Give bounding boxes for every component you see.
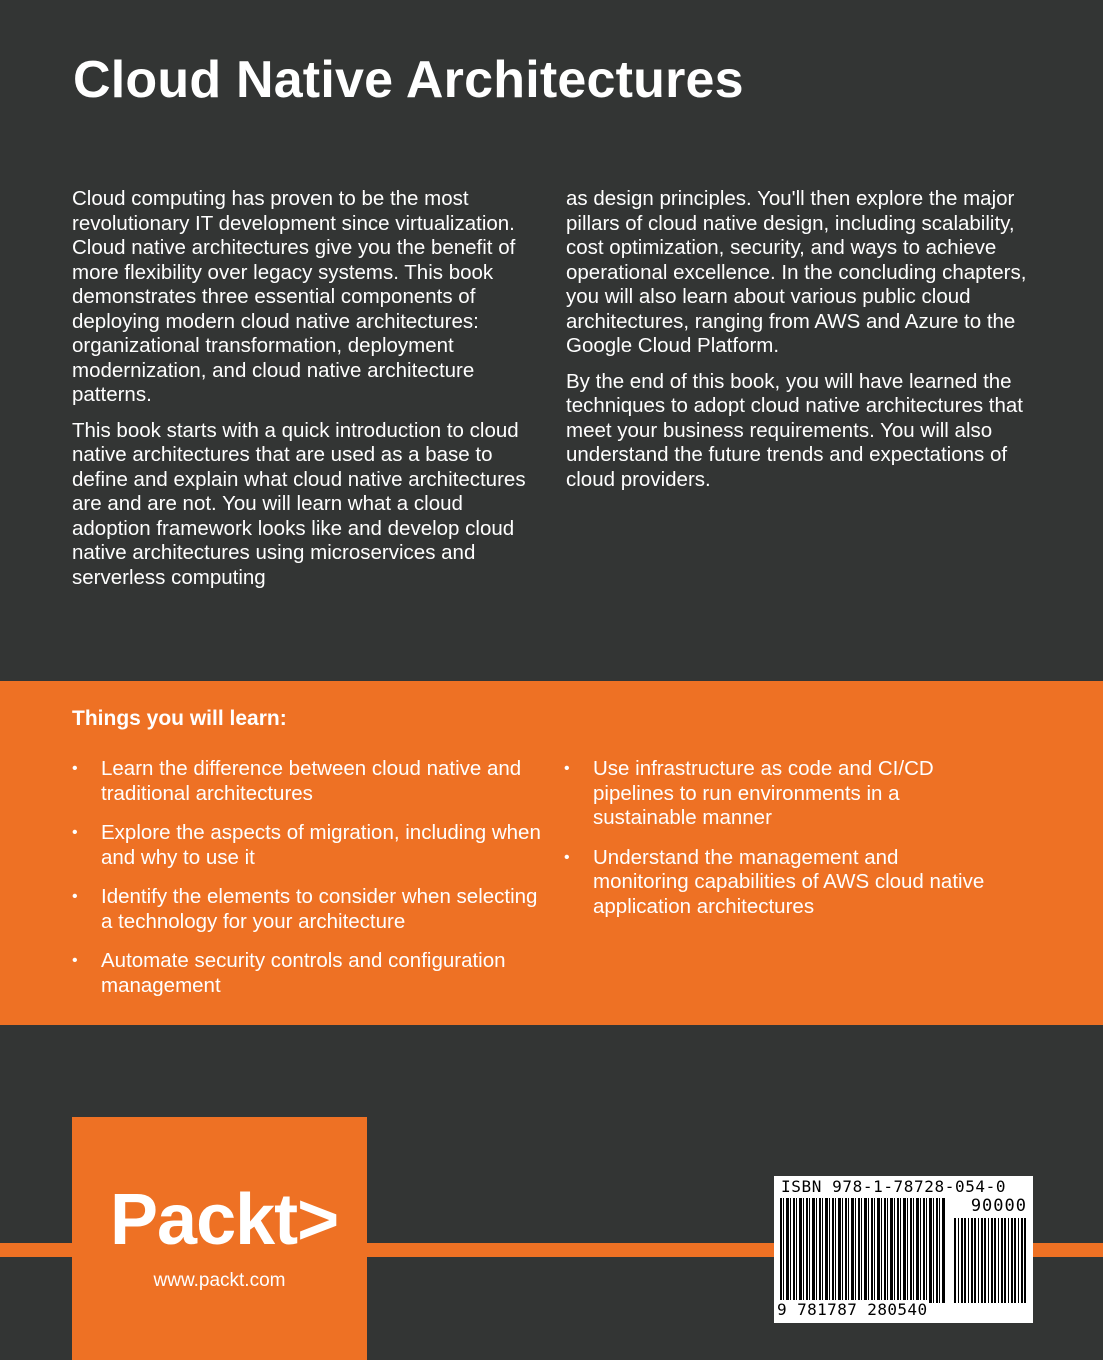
learn-item bbox=[72, 949, 552, 998]
barcode-block bbox=[774, 1176, 1033, 1323]
learn-heading: Things you will learn: bbox=[72, 707, 287, 730]
learn-item-text: Understand the management and monitoring capabilities of AWS cloud native application architectures bbox=[593, 845, 985, 918]
description-paragraph: Cloud computing has proven to be the most revolutionary IT development since virtualization. Cloud native architectures give you the benefit of more flexibility over legacy systems. This book demonstrates three essential components of deploying modern cloud native architectures: organizational transformation, deployment modernization, and cloud native architecture patterns. bbox=[72, 187, 516, 406]
learn-item bbox=[72, 757, 552, 806]
barcode-number: 9 781787 280540 bbox=[777, 1300, 928, 1319]
barcode-bars-icon bbox=[780, 1198, 945, 1303]
book-title: Cloud Native Architectures bbox=[73, 51, 744, 109]
isbn-text: ISBN 978-1-78728-054-0 bbox=[781, 1177, 1007, 1196]
learn-item-text: Identify the elements to consider when selecting a technology for your architecture bbox=[101, 885, 538, 933]
description-paragraph: as design principles. You'll then explore the major pillars of cloud native design, including scalability, cost optimization, security, and ways to achieve operational excellence. In the concluding chapters, you will also learn about various public cloud architectures, ranging from AWS and Azure to the Google Cloud Platform. bbox=[566, 187, 1027, 357]
bullet-icon: • bbox=[72, 952, 78, 969]
packt-logo: Packt> bbox=[110, 1180, 339, 1260]
description-left-column bbox=[72, 187, 542, 601]
learn-item-text: Learn the difference between cloud native and traditional architectures bbox=[101, 757, 522, 805]
learn-item-text: Automate security controls and configuration management bbox=[101, 949, 506, 997]
publisher-logo-block bbox=[72, 1117, 367, 1360]
learn-item bbox=[564, 846, 994, 920]
learn-item-text: Explore the aspects of migration, including when and why to use it bbox=[101, 821, 541, 869]
barcode-addon-bars-icon bbox=[954, 1218, 1028, 1303]
learn-item bbox=[72, 885, 552, 934]
learn-item bbox=[564, 757, 994, 831]
description-paragraph: By the end of this book, you will have learned the techniques to adopt cloud native architectures that meet your business requirements. You will also understand the future trends and expectations of cloud providers. bbox=[566, 369, 1023, 491]
description-right-column bbox=[566, 187, 1036, 503]
bullet-icon: • bbox=[72, 824, 78, 841]
learn-list-left bbox=[72, 757, 552, 1013]
publisher-url: www.packt.com bbox=[153, 1270, 286, 1291]
description-paragraph: This book starts with a quick introduction to cloud native architectures that are used as a base to define and explain what cloud native architectures are and are not. You will learn what a cloud adoption framework looks like and develop cloud native architectures using microservices and serverless computing bbox=[72, 418, 526, 589]
bullet-icon: • bbox=[72, 888, 78, 905]
price-code: 90000 bbox=[970, 1196, 1027, 1216]
learn-item-text: Use infrastructure as code and CI/CD pipelines to run environments in a sustainable manner bbox=[593, 757, 934, 829]
bullet-icon: • bbox=[564, 848, 570, 866]
learn-item bbox=[72, 821, 552, 870]
bullet-icon: • bbox=[72, 760, 78, 777]
bullet-icon: • bbox=[564, 760, 570, 777]
learn-list-right bbox=[564, 757, 994, 934]
